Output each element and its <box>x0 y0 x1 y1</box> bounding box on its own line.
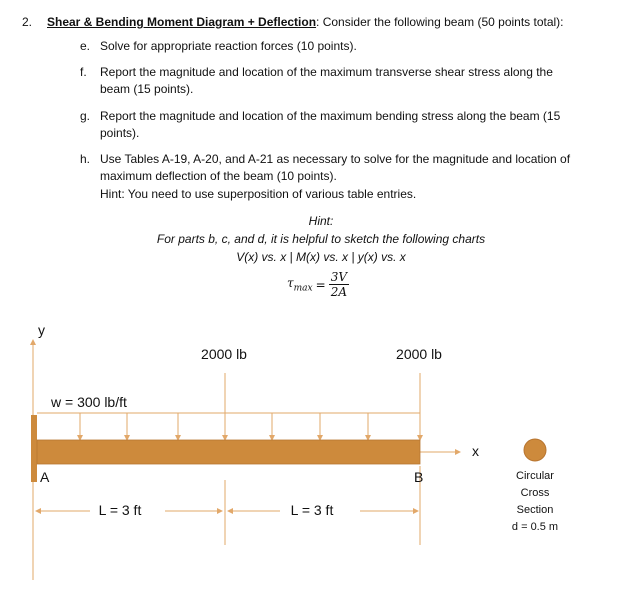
fixed-support-wall <box>31 415 37 482</box>
part-f-text-2: beam (15 points). <box>100 82 194 96</box>
part-f-letter: f. <box>80 65 87 79</box>
section-diameter: d = 0.5 m <box>511 521 559 533</box>
load-1-label: 2000 lb <box>201 346 247 362</box>
formula-numerator: 3V <box>330 270 347 284</box>
part-h-text-2: maximum deflection of the beam (10 points). <box>100 169 337 183</box>
circular-cross-section-icon <box>524 439 546 461</box>
part-f-text-1: Report the magnitude and location of the maximum transverse shear stress along the <box>100 65 553 79</box>
hint-line-1: For parts b, c, and d, it is helpful to sketch the following charts <box>156 232 486 246</box>
length-2-label: L = 3 ft <box>290 502 334 518</box>
hint-line-2: V(x) vs. x | M(x) vs. x | y(x) vs. x <box>236 250 406 264</box>
formula-denominator: 2A <box>330 285 347 299</box>
load-2-label: 2000 lb <box>396 346 442 362</box>
section-label-2: Cross <box>520 487 550 499</box>
point-b-label: B <box>414 469 424 485</box>
part-g-text-2: points). <box>100 126 140 140</box>
problem-title: Shear & Bending Moment Diagram + Deflection <box>47 15 317 29</box>
formula-lhs: $\tau_{max}$ <box>287 275 313 294</box>
y-axis-label: y <box>38 322 45 338</box>
section-label-3: Section <box>516 504 554 516</box>
part-e-letter: e. <box>80 39 91 53</box>
part-g-text-1: Report the magnitude and location of the maximum bending stress along the beam (15 <box>100 109 561 123</box>
part-h-hint: Hint: You need to use superposition of various table entries. <box>100 187 417 201</box>
distributed-load-label: w = 300 lb/ft <box>51 394 127 410</box>
part-e-text: Solve for appropriate reaction forces (10 points). <box>100 39 357 53</box>
part-g-letter: g. <box>80 109 91 123</box>
x-axis-label: x <box>472 443 479 459</box>
distributed-load-arrows <box>80 413 368 440</box>
formula-sub: max <box>293 283 313 294</box>
section-label-1: Circular <box>516 470 554 482</box>
hint-title: Hint: <box>308 214 334 228</box>
part-h-text-1: Use Tables A-19, A-20, and A-21 as necessary to solve for the magnitude and location of <box>100 152 571 166</box>
equals-sign: = <box>315 277 326 292</box>
problem-number: 2. <box>22 15 33 29</box>
support-a-label: A <box>40 469 50 485</box>
length-1-label: L = 3 ft <box>98 502 142 518</box>
problem-intro: : Consider the following beam (50 points total): <box>316 15 564 29</box>
beam <box>37 440 420 464</box>
part-h-letter: h. <box>80 152 91 166</box>
